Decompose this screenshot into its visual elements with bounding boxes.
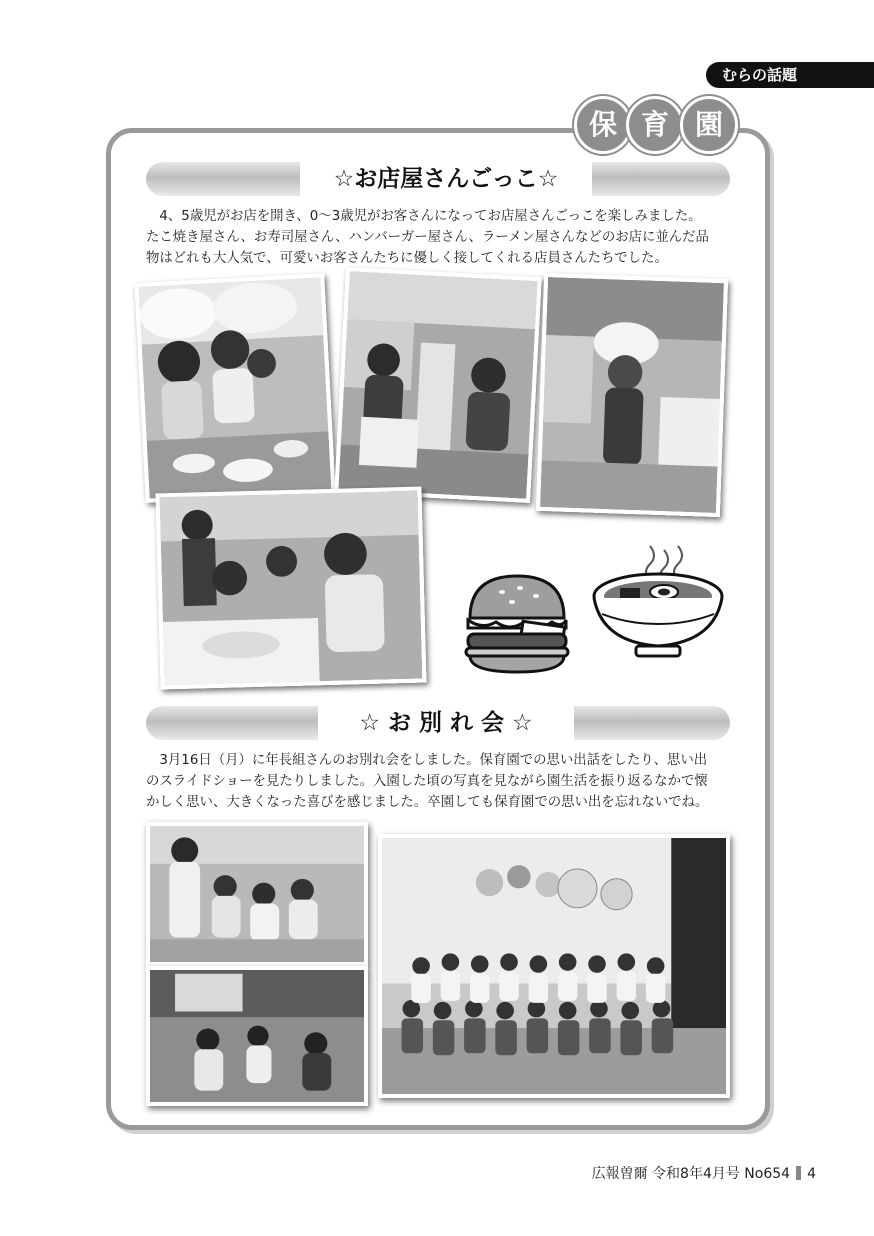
page-number: 4: [807, 1166, 816, 1182]
section2-body: 3月16日（月）に年長組さんのお別れ会をしました。保育園での思い出話をしたり、思い出 のスライドショーを見たりしました。入園した頃の写真を見ながら園生活を振り返るなかで懐 かしく思い、大きくなった喜びを感じました。卒園しても保育園での思い出を忘れないでね。: [146, 753, 709, 810]
section2-heading: ☆ お 別 れ 会 ☆: [318, 706, 574, 740]
photo-takoyaki-shop: [134, 273, 335, 503]
photo-hamburger-shop: [155, 487, 426, 690]
photo-farewell-gathering: [146, 822, 368, 966]
section1-body: 4、5歳児がお店を開き、0～3歳児がお客さんになってお店屋さんごっこを楽しみました。 たこ焼き屋さん、お寿司屋さん、ハンバーガー屋さん、ラーメン屋さんなどのお店に並んだ品 物はどれも大人気で、可愛いお客さんたちに優しく接してくれる店員さんたちでした。: [146, 209, 709, 266]
section1-heading: ☆お店屋さんごっこ☆: [300, 162, 592, 196]
hamburger-illustration: [462, 568, 572, 678]
photo-slideshow: [146, 966, 368, 1106]
photo-sushi-shop: [334, 267, 542, 503]
photo-group-graduates: [378, 834, 730, 1098]
footer-separator: [796, 1166, 801, 1180]
title-char-3: 園: [680, 96, 738, 154]
section-tag: むらの話題: [706, 62, 874, 88]
title-char-1: 保: [574, 96, 632, 154]
page-footer: [592, 1163, 816, 1183]
publication-info: 広報曽爾 令和8年4月号 No654: [591, 1166, 791, 1182]
ramen-bowl-illustration: [588, 542, 728, 660]
title-char-2: 育: [626, 96, 684, 154]
photo-customer-child: [536, 273, 728, 517]
